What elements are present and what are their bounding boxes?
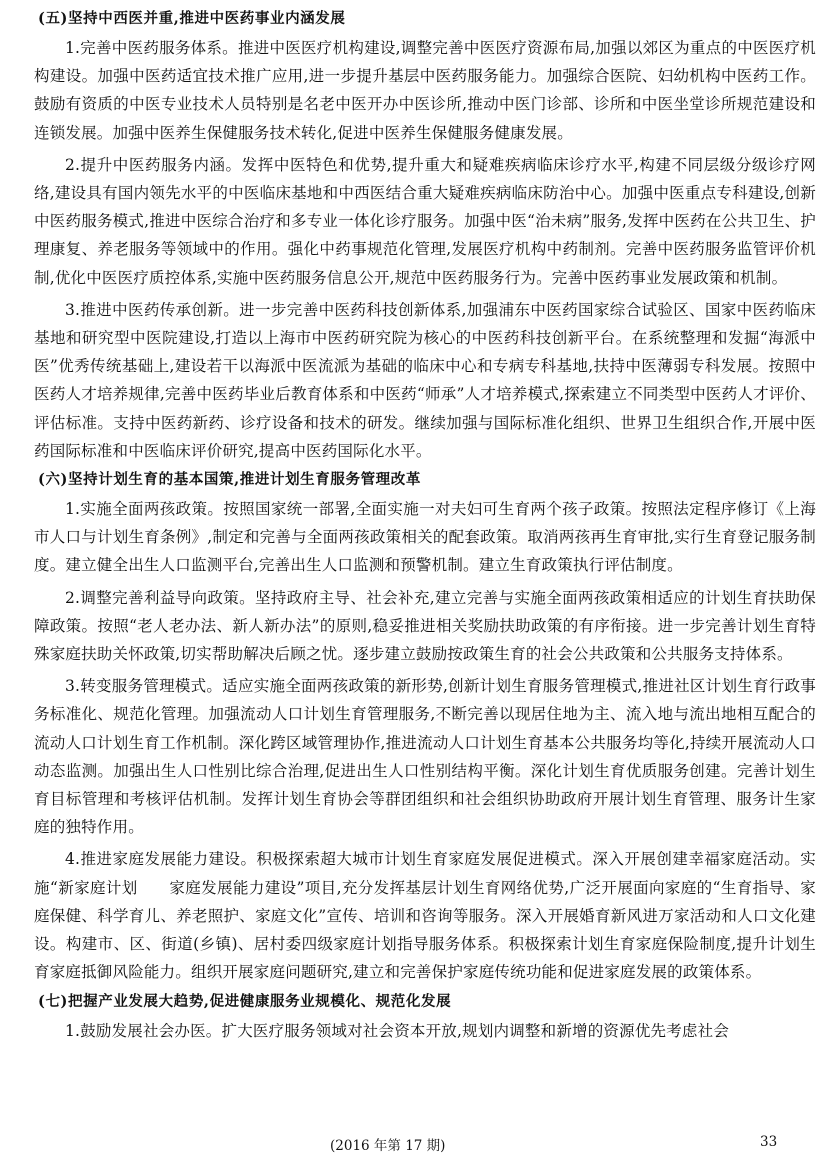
page-number: 33	[760, 1134, 778, 1150]
paragraph: 3.推进中医药传承创新。进一步完善中医药科技创新体系,加强浦东中医药国家综合试验区、国家中医药临床基地和研究型中医院建设,打造以上海市中医药研究院为核心的中医药科技创新平台。在系统整理和发掘“海派中医”优秀传统基础上,建设若干以海派中医流派为基础的临床中心和专病专科基地,扶持中医薄弱专科发展。按照中医药人才培养规律,完善中医药毕业后教育体系和中医药“师承”人才培养模式,探索建立不同类型中医药人才评价、评估标准。支持中医药新药、诊疗设备和技术的研发。继续加强与国际标准化组织、世界卫生组织合作,开展中医药国际标准和中医临床评价研究,提高中医药国际化水平。	[34, 300, 816, 460]
document-body	[34, 8, 816, 1049]
paragraph: 1.鼓励发展社会办医。扩大医疗服务领域对社会资本开放,规划内调整和新增的资源优先考虑社会	[65, 1021, 730, 1040]
section-heading-6: (六)坚持计划生育的基本国策,推进计划生育服务管理改革	[38, 471, 421, 489]
section-heading-5: (五)坚持中西医并重,推进中医药事业内涵发展	[38, 10, 346, 27]
issue-label: (2016 年第 17 期)	[330, 1138, 446, 1154]
section-heading-7: (七)把握产业发展大趋势,促进健康服务业规模化、规范化发展	[38, 992, 452, 1010]
paragraph: 2.提升中医药服务内涵。发挥中医特色和优势,提升重大和疑难疾病临床诊疗水平,构建不同层级分级诊疗网络,建设具有国内领先水平的中医临床基地和中西医结合重大疑难疾病临床防治中心。加强中医重点专科建设,创新中医药服务模式,推进中医综合治疗和多专业一体化诊疗服务。加强中医“治未病”服务,发挥中医药在公共卫生、护理康复、养老服务等领域中的作用。强化中药事规范化管理,发展医疗机构中药制剂。完善中医药服务监管评价机制,优化中医医疗质控体系,实施中医药服务信息公开,规范中医药服务行为。完善中医药事业发展政策和机制。	[34, 155, 816, 287]
paragraph: 1.完善中医药服务体系。推进中医医疗机构建设,调整完善中医医疗资源布局,加强以郊区为重点的中医医疗机构建设。加强中医药适宜技术推广应用,进一步提升基层中医药服务能力。加强综合医院、妇幼机构中医药工作。鼓励有资质的中医专业技术人员特别是名老中医开办中医诊所,推动中医门诊部、诊所和中医坐堂诊所规范建设和连锁发展。加强中医养生保健服务技术转化,促进中医养生保健服务健康发展。	[34, 39, 816, 142]
page-footer	[0, 1134, 827, 1156]
paragraph: 4.推进家庭发展能力建设。积极探索超大城市计划生育家庭发展促进模式。深入开展创建幸福家庭活动。实施“新家庭计划 家庭发展能力建设”项目,充分发挥基层计划生育网络优势,广泛开展面向家庭的“生育指导、家庭保健、科学育儿、养老照护、家庭文化”宣传、培训和咨询等服务。深入开展婚育新风进万家活动和人口文化建设。构建市、区、街道(乡镇)、居村委四级家庭计划指导服务体系。积极探索计划生育家庭保险制度,提升计划生育家庭抵御风险能力。组织开展家庭问题研究,建立和完善保护家庭传统功能和促进家庭发展的政策体系。	[34, 850, 816, 982]
paragraph: 1.实施全面两孩政策。按照国家统一部署,全面实施一对夫妇可生育两个孩子政策。按照法定程序修订《上海市人口与计划生育条例》,制定和完善与全面两孩政策相关的配套政策。取消两孩再生育审批,实行生育登记服务制度。建立健全出生人口监测平台,完善出生人口监测和预警机制。建立生育政策执行评估制度。	[34, 500, 816, 575]
paragraph: 3.转变服务管理模式。适应实施全面两孩政策的新形势,创新计划生育服务管理模式,推进社区计划生育行政事务标准化、规范化管理。加强流动人口计划生育管理服务,不断完善以现居住地为主、流入地与流出地相互配合的流动人口计划生育工作机制。深化跨区域管理协作,推进流动人口计划生育基本公共服务均等化,持续开展流动人口动态监测。加强出生人口性别比综合治理,促进出生人口性别结构平衡。深化计划生育优质服务创建。完善计划生育目标管理和考核评估机制。发挥计划生育协会等群团组织和社会组织协助政府开展计划生育管理、服务计生家庭的独特作用。	[34, 677, 816, 837]
paragraph: 2.调整完善利益导向政策。坚持政府主导、社会补充,建立完善与实施全面两孩政策相适应的计划生育扶助保障政策。按照“老人老办法、新人新办法”的原则,稳妥推进相关奖励扶助政策的有序衔接。进一步完善计划生育特殊家庭扶助关怀政策,切实帮助解决后顾之忧。逐步建立鼓励按政策生育的社会公共政策和公共服务支持体系。	[34, 588, 816, 664]
